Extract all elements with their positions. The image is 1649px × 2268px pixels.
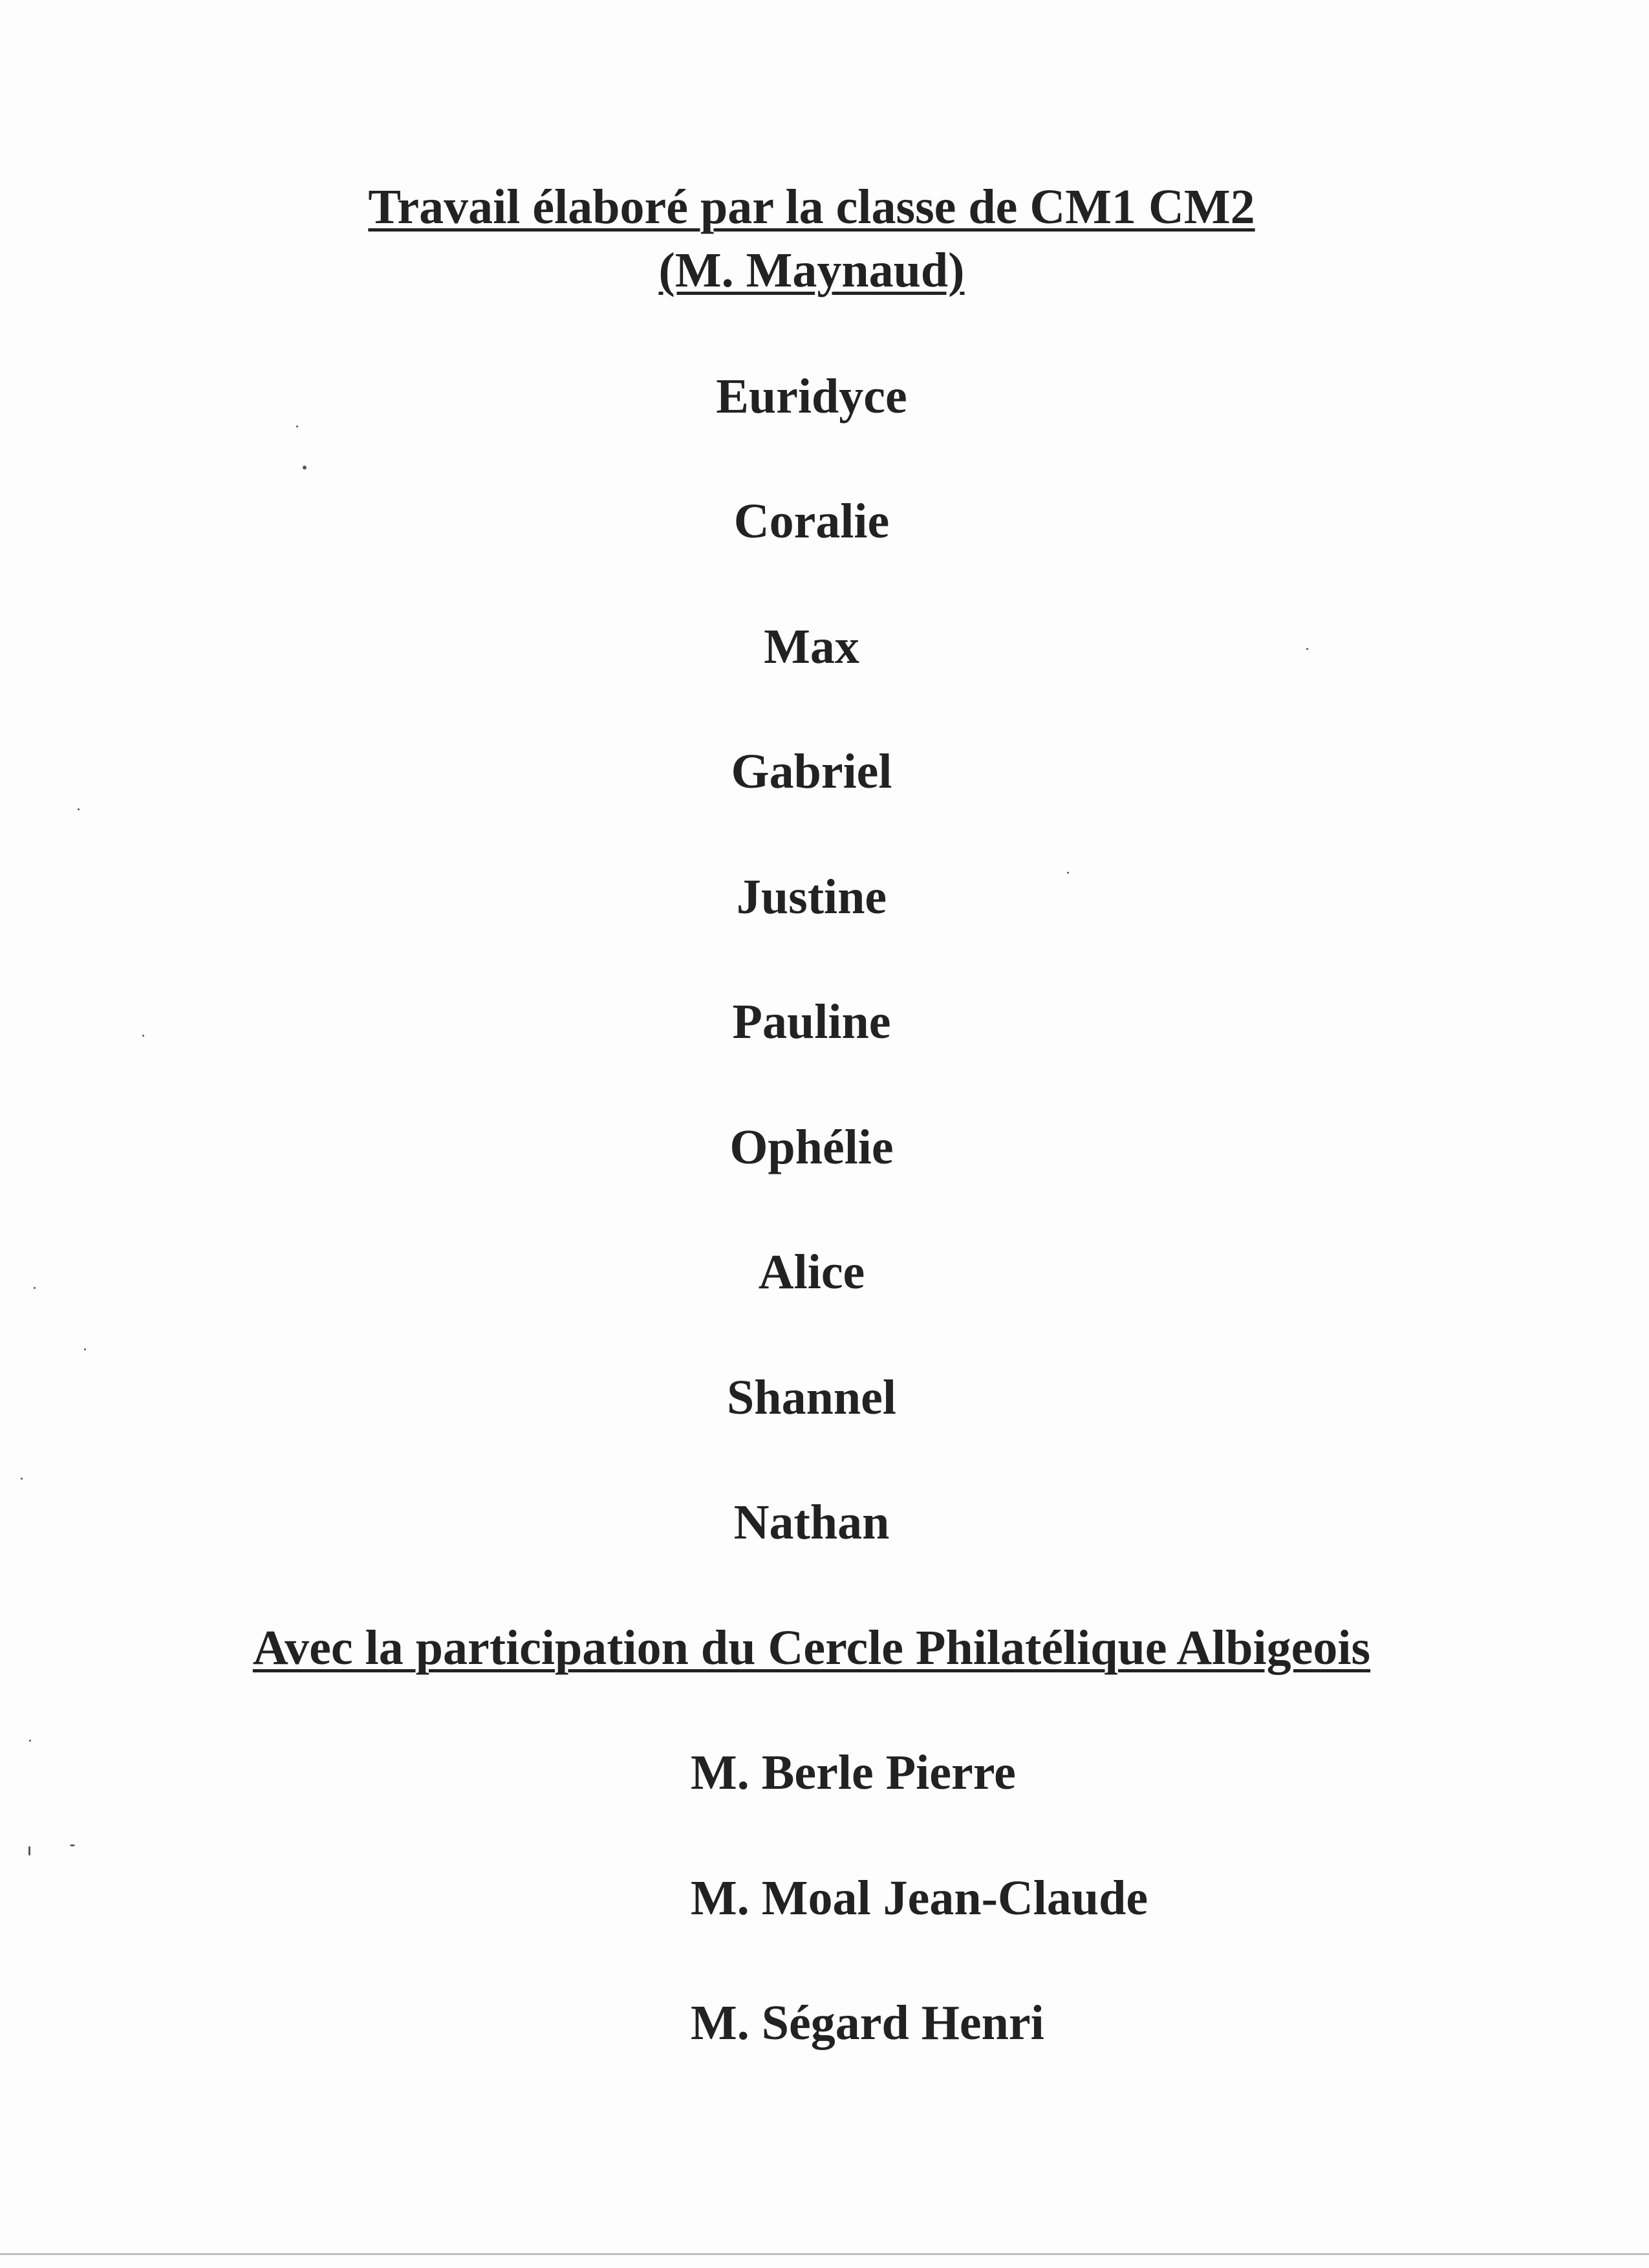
participation-heading: Avec la participation du Cercle Philatélique Albigeois: [252, 1621, 1371, 1675]
member-name: M. Moal Jean-Claude: [691, 1871, 1148, 1925]
teacher-name: (M. Maynaud): [658, 243, 965, 297]
scan-speck: [34, 1287, 36, 1289]
student-name: Gabriel: [731, 744, 892, 799]
scan-speck: [21, 1478, 23, 1480]
student-name: Euridyce: [716, 369, 907, 424]
scan-speck: [1067, 872, 1069, 874]
scan-speck: [1306, 648, 1308, 650]
member-name: M. Ségard Henri: [691, 1996, 1044, 2050]
student-name: Ophélie: [729, 1120, 894, 1174]
student-name: Max: [764, 620, 859, 674]
class-title: Travail élaboré par la classe de CM1 CM2: [368, 180, 1255, 234]
scan-speck: [28, 1846, 30, 1855]
member-name: M. Berle Pierre: [691, 1745, 1016, 1800]
scan-speck: [84, 1348, 86, 1350]
student-name: Justine: [736, 870, 887, 924]
student-name: Nathan: [733, 1495, 890, 1550]
scan-speck: [29, 1740, 31, 1742]
scan-speck: [70, 1844, 75, 1846]
scan-speck: [296, 426, 298, 427]
student-name: Shannel: [727, 1370, 896, 1425]
student-name: Coralie: [733, 494, 890, 548]
scan-speck: [303, 466, 307, 470]
student-name: Pauline: [732, 995, 891, 1049]
scan-speck: [142, 1035, 144, 1037]
scan-edge-line: [0, 2253, 1649, 2255]
student-name: Alice: [758, 1245, 865, 1299]
scan-speck: [78, 808, 80, 810]
